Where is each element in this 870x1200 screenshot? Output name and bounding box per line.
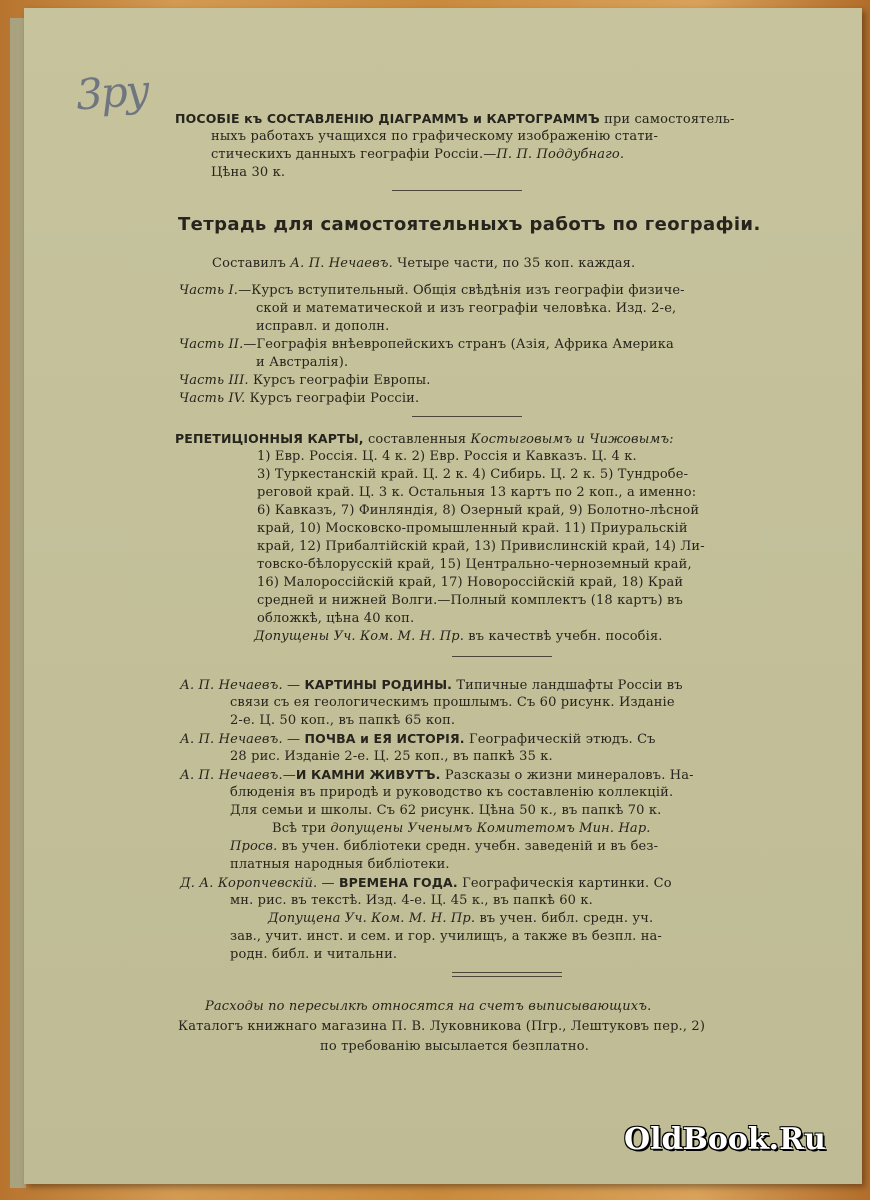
book3-line5: Просв. въ учен. библіотеки средн. учебн. заведеній и въ без-	[230, 839, 659, 854]
divider	[412, 416, 522, 417]
part1-line3: исправл. и дополн.	[256, 319, 390, 334]
notebook-subtitle: Составилъ А. П. Нечаевъ. Четыре части, по 35 коп. каждая.	[212, 256, 636, 271]
part4-line: Часть IV. Курсъ географіи Россіи.	[179, 391, 420, 406]
book3-line3: Для семьи и школы. Съ 62 рисунк. Цѣна 50 к., въ папкѣ 70 к.	[230, 803, 662, 818]
book1-line3: 2-е. Ц. 50 коп., въ папкѣ 65 коп.	[230, 713, 456, 728]
divider	[392, 190, 522, 191]
maps-line: средней и нижней Волги.—Полный комплектъ (18 картъ) въ	[257, 593, 683, 608]
book2-line1: А. П. Нечаевъ. — ПОЧВА и ЕЯ ИСТОРІЯ. Географическій этюдъ. Съ	[180, 731, 656, 747]
book3-line2: блюденія въ природѣ и руководство къ составленію коллекцій.	[230, 785, 674, 800]
watermark: OldBook.Ru	[624, 1122, 826, 1157]
block1-line4: Цѣна 30 к.	[211, 165, 286, 180]
book-back-cover	[24, 8, 862, 1184]
block1-line3: стическихъ данныхъ географіи Россіи.—П. П. Поддубнаго.	[211, 147, 625, 162]
footer-catalog-note: Каталогъ книжнаго магазина П. В. Луковникова (Пгр., Лештуковъ пер., 2)	[178, 1019, 706, 1034]
part1-line2: ской и математической и изъ географіи человѣка. Изд. 2-е,	[256, 301, 677, 316]
book2-line2: 28 рис. Изданіе 2-е. Ц. 25 коп., въ папкѣ 35 к.	[230, 749, 553, 764]
block1-line2: ныхъ работахъ учащихся по графическому изображенію стати-	[211, 129, 659, 144]
block1-line1: ПОСОБІЕ къ СОСТАВЛЕНІЮ ДІАГРАММЪ и КАРТОГРАММЪ при самостоятель-	[175, 111, 735, 127]
part2-line1: Часть II.—Географія внѣевропейскихъ странъ (Азія, Африка Америка	[179, 337, 674, 352]
maps-line: 6) Кавказъ, 7) Финляндія, 8) Озерный край, 9) Болотно-лѣсной	[257, 503, 700, 518]
book1-line1: А. П. Нечаевъ. — КАРТИНЫ РОДИНЫ. Типичные ландшафты Россіи въ	[180, 677, 683, 693]
book4-line3: Допущена Уч. Ком. М. Н. Пр. въ учен. библ. средн. уч.	[268, 911, 654, 926]
footer-shipping-note: Расходы по пересылкѣ относятся на счетъ выписывающихъ.	[205, 999, 652, 1014]
maps-line: реговой край. Ц. 3 к. Остальныя 13 картъ по 2 коп., а именно:	[257, 485, 697, 500]
maps-approval: Допущены Уч. Ком. М. Н. Пр. въ качествѣ учебн. пособія.	[254, 629, 663, 644]
book4-line4: зав., учит. инст. и сем. и гор. училищъ, а также въ безпл. на-	[230, 929, 662, 944]
book1-line2: связи съ ея геологическимъ прошлымъ. Съ 60 рисунк. Изданіе	[230, 695, 675, 710]
maps-line: обложкѣ, цѣна 40 коп.	[257, 611, 415, 626]
divider	[452, 656, 552, 657]
book4-line5: родн. библ. и читальни.	[230, 947, 398, 962]
maps-line-title: РЕПЕТИЦІОННЫЯ КАРТЫ, составленныя Костыговымъ и Чижовымъ:	[175, 431, 674, 447]
book4-line1: Д. А. Коропчевскій. — ВРЕМЕНА ГОДА. Географическія картинки. Со	[180, 875, 672, 891]
double-divider	[452, 972, 562, 977]
handwritten-note: 3ру	[74, 65, 150, 120]
book3-line6: платныя народныя библіотеки.	[230, 857, 450, 872]
notebook-title: Тетрадь для самостоятельныхъ работъ по географіи.	[178, 214, 761, 235]
footer-free-note: по требованію высылается безплатно.	[320, 1039, 589, 1054]
maps-line: край, 12) Прибалтійскій край, 13) Привислинскій край, 14) Ли-	[257, 539, 705, 554]
maps-line: край, 10) Московско-промышленный край. 11) Приуральскій	[257, 521, 688, 536]
maps-line: товско-бѣлорусскій край, 15) Центрально-черноземный край,	[257, 557, 692, 572]
maps-line: 1) Евр. Россія. Ц. 4 к. 2) Евр. Россія и Кавказъ. Ц. 4 к.	[257, 449, 637, 464]
maps-line: 3) Туркестанскій край. Ц. 2 к. 4) Сибирь. Ц. 2 к. 5) Тундробе-	[257, 467, 689, 482]
part3-line: Часть III. Курсъ географіи Европы.	[179, 373, 431, 388]
book4-line2: мн. рис. въ текстѣ. Изд. 4-е. Ц. 45 к., въ папкѣ 60 к.	[230, 893, 593, 908]
book3-line4: Всѣ три допущены Ученымъ Комитетомъ Мин. Нар.	[272, 821, 651, 836]
part1-line1: Часть I.—Курсъ вступительный. Общія свѣдѣнія изъ географіи физиче-	[179, 283, 685, 298]
maps-line: 16) Малороссійскій край, 17) Новороссійскій край, 18) Край	[257, 575, 684, 590]
part2-line2: и Австралія).	[256, 355, 349, 370]
book3-line1: А. П. Нечаевъ.—И КАМНИ ЖИВУТЪ. Разсказы о жизни минераловъ. На-	[180, 767, 694, 783]
